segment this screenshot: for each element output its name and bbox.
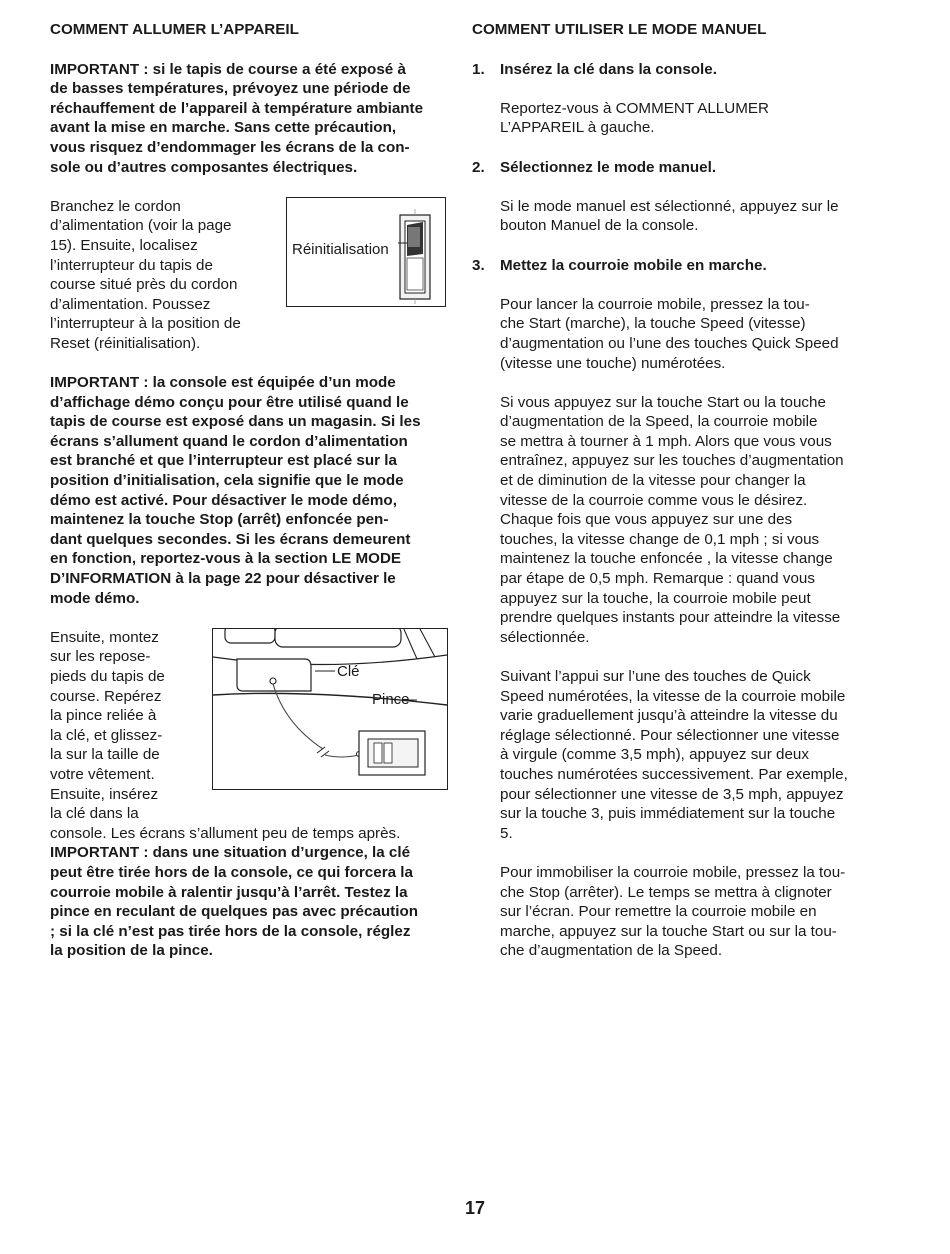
text-line: IMPORTANT : la console est équipée d’un mode [50, 374, 396, 392]
text-line: démo est activé. Pour désactiver le mode démo, [50, 491, 397, 509]
text-line: mode démo. [50, 589, 140, 607]
step-1 [472, 60, 877, 80]
clip-label: Pince [372, 690, 410, 708]
step-number: 3. [472, 256, 485, 274]
left-column [50, 20, 455, 981]
reset-switch-illustration [287, 198, 445, 306]
text-line: pour sélectionner une vitesse de 3,5 mph, appuyez [500, 785, 844, 803]
text-line: 5. [500, 824, 513, 842]
step-title: Insérez la clé dans la console. [500, 60, 717, 78]
step-3-paragraph-stop [500, 863, 877, 961]
important-note-demo [50, 373, 455, 608]
text-line: la pince reliée à [50, 707, 157, 725]
text-line: tapis de course est exposé dans un magasin. Si les [50, 413, 421, 431]
important-note-emergency [50, 843, 455, 961]
text-line: par étape de 0,5 mph. Remarque : quand vous [500, 570, 815, 588]
text-line: sole ou d’autres composantes électriques. [50, 158, 358, 176]
text-line: la clé dans la [50, 805, 139, 823]
text-line: la clé, et glissez- [50, 726, 163, 744]
text-line: vous risquez d’endommager les écrans de la con- [50, 138, 410, 156]
text-line: d’alimentation (voir la page [50, 217, 232, 235]
key-label: Clé [337, 662, 360, 680]
text-line: la position de la pince. [50, 942, 213, 960]
text-line: 15). Ensuite, localisez [50, 236, 198, 254]
text-line: course situé près du cordon [50, 276, 238, 294]
text-line: touches numérotées successivement. Par exemple, [500, 765, 848, 783]
step-title: Sélectionnez le mode manuel. [500, 158, 717, 176]
text-line: d’augmentation de la Speed, la courroie mobile [500, 413, 818, 431]
text-line: et de diminution de la vitesse pour changer la [500, 472, 806, 490]
step-title: Mettez la courroie mobile en marche. [500, 256, 767, 274]
text-line: D’INFORMATION à la page 22 pour désactiver le [50, 570, 396, 588]
reset-figure-label: Réinitialisation [292, 240, 389, 258]
text-line: Reset (réinitialisation). [50, 334, 201, 352]
text-line: courroie mobile à ralentir jusqu’à l’arrêt. Testez la [50, 883, 408, 901]
step-3 [472, 256, 877, 276]
text-line: se mettra à tourner à 1 mph. Alors que vous vous [500, 432, 832, 450]
text-line: sur l’écran. Pour remettre la courroie mobile en [500, 903, 817, 921]
text-line: appuyez sur la touche, la courroie mobile peut [500, 589, 811, 607]
text-line: L’APPAREIL à gauche. [500, 119, 655, 137]
step-number: 1. [472, 60, 485, 78]
text-line: écrans s’allument quand le cordon d’alimentation [50, 432, 408, 450]
safety-key-block [50, 628, 455, 844]
text-line: marche, appuyez sur la touche Start ou sur la tou- [500, 922, 837, 940]
text-line: d’augmentation ou l’une des touches Quick Speed [500, 334, 839, 352]
text-line: dant quelques secondes. Si les écrans demeurent [50, 530, 411, 548]
text-line: sélectionnée. [500, 628, 590, 646]
reset-switch-figure [286, 197, 446, 307]
text-line: console. Les écrans s’allument peu de temps après. [50, 824, 401, 842]
text-line: pince en reculant de quelques pas avec précaution [50, 903, 418, 921]
text-line: Reportez-vous à COMMENT ALLUMER [500, 99, 769, 117]
text-line: che Start (marche), la touche Speed (vitesse) [500, 315, 806, 333]
text-line: réchauffement de l’appareil à température ambiante [50, 99, 424, 117]
section-heading-power-on: COMMENT ALLUMER L’APPAREIL [50, 21, 299, 38]
text-line: Suivant l’appui sur l’une des touches de Quick [500, 668, 811, 685]
step-3-paragraph-quick-speed [500, 667, 877, 843]
text-line: Si le mode manuel est sélectionné, appuyez sur le [500, 197, 839, 215]
text-line: Pour immobiliser la courroie mobile, pressez la tou- [500, 863, 846, 881]
text-line: maintenez la touche enfoncée , la vitesse change [500, 550, 833, 568]
text-line: maintenez la touche Stop (arrêt) enfoncée pen- [50, 511, 389, 529]
text-line: à virgule (comme 3,5 mph), appuyez sur deux [500, 746, 809, 764]
text-line: avant la mise en marche. Sans cette précaution, [50, 119, 397, 137]
step-1-paragraph [500, 99, 877, 138]
text-line: Ensuite, insérez [50, 785, 159, 803]
step-2-paragraph [500, 197, 877, 236]
text-line: position d’initialisation, cela signifie que le mode [50, 472, 404, 490]
step-3-paragraph-speed [500, 393, 877, 648]
page-number: 17 [464, 1198, 486, 1218]
text-line: che d’augmentation de la Speed. [500, 942, 723, 960]
text-line: vitesse de la courroie comme vous le désirez. [500, 491, 808, 509]
text-line: bouton Manuel de la console. [500, 217, 699, 235]
plug-in-block [50, 197, 455, 354]
safety-key-illustration [213, 629, 447, 789]
text-line: Chaque fois que vous appuyez sur une des [500, 511, 793, 529]
text-line: l’interrupteur à la position de [50, 315, 241, 333]
step-number: 2. [472, 158, 485, 176]
text-line: Ensuite, montez [50, 628, 159, 646]
text-line: Si vous appuyez sur la touche Start ou la touche [500, 393, 826, 411]
text-line: course. Repérez [50, 687, 162, 705]
important-note-cold [50, 60, 455, 178]
text-line: prendre quelques instants pour atteindre la vitesse [500, 609, 841, 627]
section-heading-manual-mode: COMMENT UTILISER LE MODE MANUEL [472, 21, 767, 38]
text-line: touches, la vitesse change de 0,1 mph ; si vous [500, 530, 820, 548]
text-line: en fonction, reportez-vous à la section LE MODE [50, 550, 402, 568]
text-line: sur les repose- [50, 648, 151, 666]
text-line: IMPORTANT : si le tapis de course a été exposé à [50, 60, 406, 78]
text-line: votre vêtement. [50, 765, 155, 783]
text-line: IMPORTANT : dans une situation d’urgence, la clé [50, 844, 411, 862]
text-line: d’alimentation. Poussez [50, 295, 211, 313]
step-3-paragraph-start [500, 295, 877, 373]
text-line: réglage sélectionné. Pour sélectionner une vitesse [500, 726, 840, 744]
text-line: entraînez, appuyez sur les touches d’augmentation [500, 452, 844, 470]
text-line: (vitesse une touche) numérotées. [500, 354, 726, 372]
text-line: peut être tirée hors de la console, ce qui forcera la [50, 863, 413, 881]
text-line: Speed numérotées, la vitesse de la courroie mobile [500, 687, 846, 705]
text-line: varie graduellement jusqu’à atteindre la vitesse du [500, 707, 838, 725]
text-line: l’interrupteur du tapis de [50, 256, 213, 274]
text-line: Pour lancer la courroie mobile, pressez la tou- [500, 295, 810, 313]
text-line: d’affichage démo conçu pour être utilisé quand le [50, 393, 409, 411]
text-line: sur la touche 3, puis immédiatement sur la touche [500, 805, 836, 823]
text-line: la sur la taille de [50, 746, 160, 764]
text-line: ; si la clé n’est pas tirée hors de la console, réglez [50, 922, 411, 940]
safety-key-figure [212, 628, 448, 790]
text-line: pieds du tapis de [50, 668, 165, 685]
right-column [472, 20, 877, 981]
text-line: de basses températures, prévoyez une période de [50, 80, 411, 98]
text-line: che Stop (arrêter). Le temps se mettra à clignoter [500, 883, 832, 901]
text-line: est branché et que l’interrupteur est placé sur la [50, 452, 397, 470]
text-line: Branchez le cordon [50, 197, 181, 215]
step-2 [472, 158, 877, 178]
